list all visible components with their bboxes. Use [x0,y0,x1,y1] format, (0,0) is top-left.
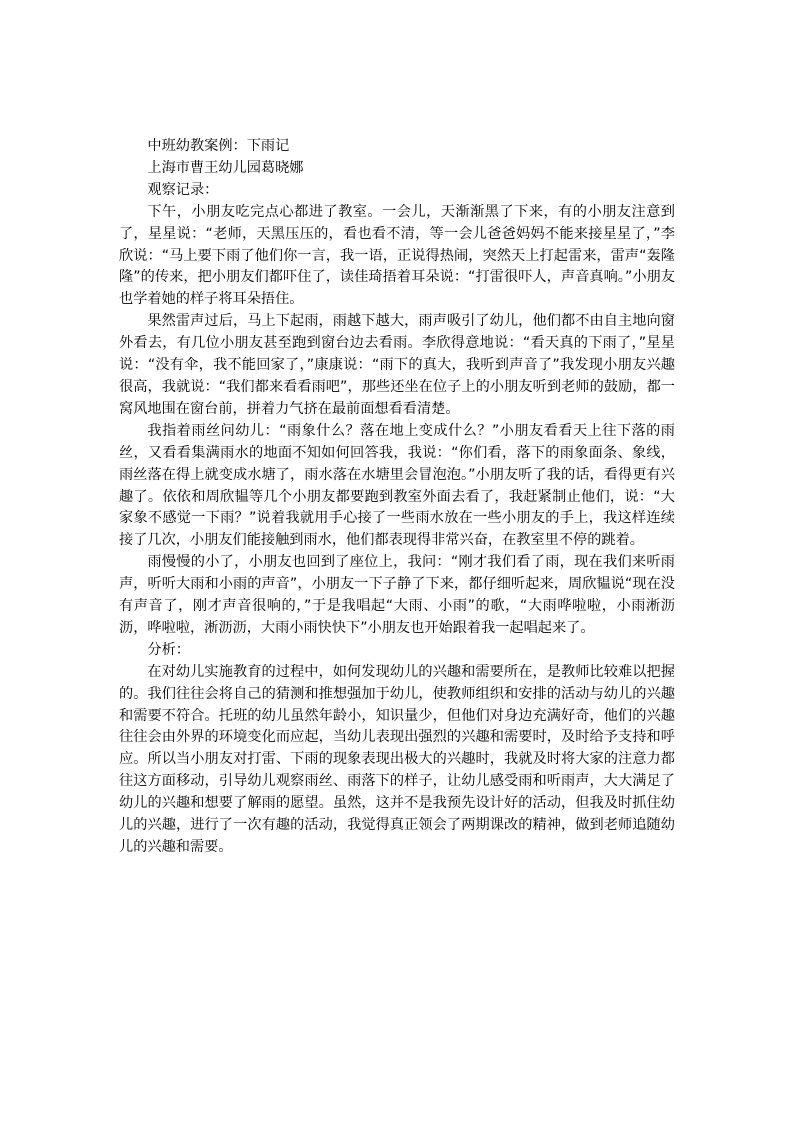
document-author: 上海市曹王幼儿园葛晓娜 [147,159,304,176]
analysis-heading: 分析： [147,641,190,658]
observation-paragraph-1: 下午，小朋友吃完点心都进了教室。一会儿，天渐渐黑了下来，有的小朋友注意到了，星星说：“老师，天黑压压的，看也看不清，等一会儿爸爸妈妈不能来接星星了，”李欣说：“马上要下雨了他们你一言，我一语，正说得热闹，突然天上打起雷来，雷声“轰隆隆”的传来，把小朋友们都吓住了，读佳琦捂着耳朵说：“打雷很吓人，声音真响。”小朋友也学着她的样子将耳朵捂住。 [119,203,676,308]
analysis-paragraph-1: 在对幼儿实施教育的过程中，如何发现幼儿的兴趣和需要所在，是教师比较难以把握的。我们往往会将自己的猜测和推想强加于幼儿，使教师组织和安排的活动与幼儿的兴趣和需要不符合。托班的幼儿虽然年龄小，知识量少，但他们对身边充满好奇，他们的兴趣往往会由外界的环境变化而应起，当幼儿表现出强烈的兴趣和需要时，及时给予支持和呼应。所以当小朋友对打雷、下雨的现象表现出极大的兴趣时，我就及时将大家的注意力都往这方面移动，引导幼儿观察雨丝、雨落下的样子，让幼儿感受雨和听雨声，大大满足了幼儿的兴趣和想要了解雨的愿望。虽然，这并不是我预先设计好的活动，但我及时抓住幼儿的兴趣，进行了一次有趣的活动，我觉得真正领会了两期课改的精神，做到老师追随幼儿的兴趣和需要。 [119,663,675,855]
observation-heading: 观察记录： [147,181,219,198]
observation-paragraph-2: 果然雷声过后，马上下起雨，雨越下越大，雨声吸引了幼儿，他们都不由自主地向窗外看去，有几位小朋友甚至跑到窗台边去看雨。李欣得意地说：“看天真的下雨了，”星星说：“没有伞，我不能回家了，”康康说：“雨下的真大，我听到声音了”我发现小朋友兴趣很高，我就说：“我们都来看看雨吧”，那些还坐在位子上的小朋友听到老师的鼓励，都一窝风地围在窗台前，拼着力气挤在最前面想看看清楚。 [119,313,675,417]
document-title: 中班幼教案例：下雨记 [147,138,290,154]
observation-paragraph-3: 我指着雨丝问幼儿：“雨象什么？落在地上变成什么？”小朋友看看天上往下落的雨丝，又看看集满雨水的地面不知如何回答我，我说：“你们看，落下的雨象面条、象线，雨丝落在得上就变成水塘了，雨水落在水塘里会冒泡泡。”小朋友听了我的话，看得更有兴趣了。依依和周欣韫等几个小朋友都要跑到教室外面去看了，我赶紧制止他们，说：“大家象不感觉一下雨？”说着我就用手心接了一些雨水放在一些小朋友的手上，我这样连续接了几次，小朋友们能接触到雨水，他们都表现得非常兴奋，在教室里不停的跳着。 [119,422,675,549]
document-body [119,136,675,859]
observation-paragraph-4: 雨慢慢的小了，小朋友也回到了座位上，我问：“刚才我们看了雨，现在我们来听雨声，听听大雨和小雨的声音”，小朋友一下子静了下来，都仔细听起来，周欣韫说“现在没有声音了，刚才声音很响的，”于是我唱起“大雨、小雨”的歌，“大雨哗啦啦，小雨淅沥沥，哗啦啦，淅沥沥，大雨小雨快快下”小朋友也开始跟着我一起唱起来了。 [119,554,675,636]
